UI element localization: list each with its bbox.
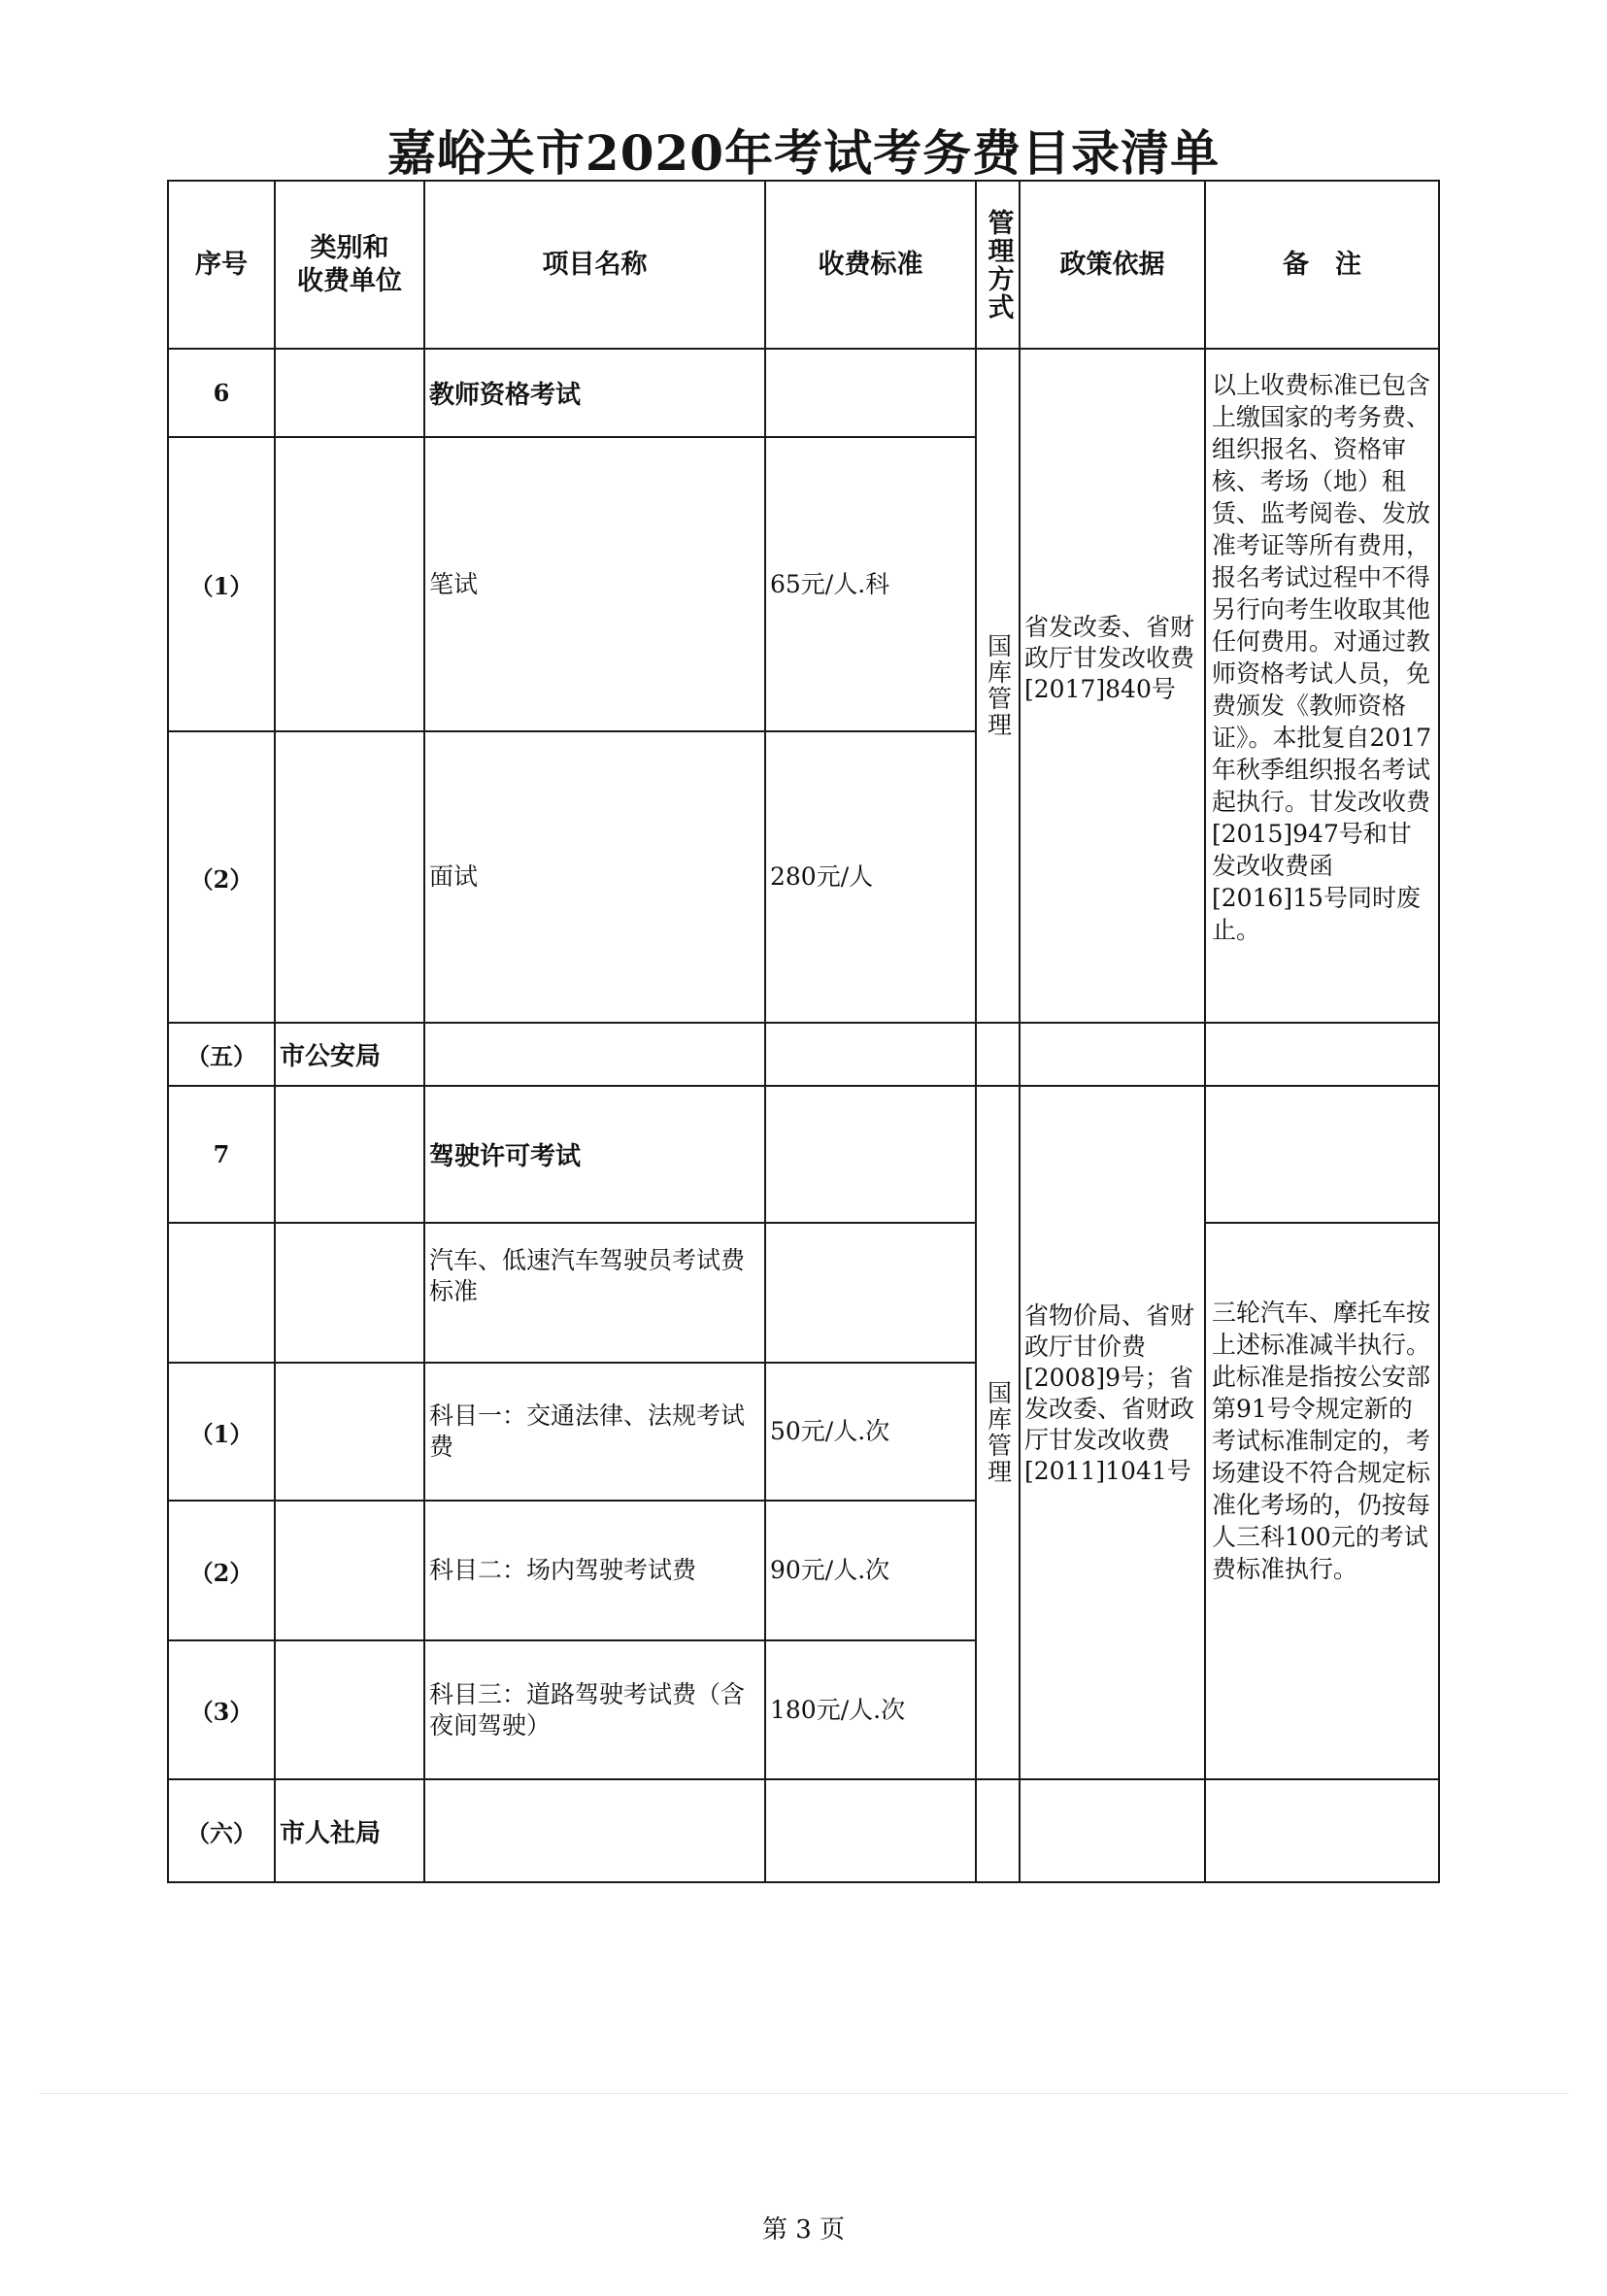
header-policy — [1019, 180, 1206, 350]
header-seq — [167, 180, 276, 350]
category-cell — [274, 348, 425, 438]
category-cell — [274, 1362, 425, 1502]
standard-cell — [764, 1085, 977, 1224]
standard-cell-text: 50元/人.次 — [770, 1417, 890, 1445]
header-category — [274, 180, 425, 350]
item-cell-text: 科目三：道路驾驶考试费（含夜间驾驶） — [429, 1679, 746, 1739]
remark-cell — [1204, 1778, 1440, 1883]
policy-cell — [1019, 1085, 1206, 1780]
remark-cell — [1204, 1222, 1440, 1780]
header-management-text: 管理方式 — [983, 208, 1014, 321]
header-category-text: 类别和 收费单位 — [297, 232, 402, 296]
seq-cell — [167, 1085, 276, 1224]
standard-cell — [764, 1639, 977, 1780]
header-fee-standard — [764, 180, 977, 350]
item-cell — [423, 436, 766, 732]
seq-cell-text: （1） — [189, 572, 253, 600]
document-title: 嘉峪关市2020年考试考务费目录清单 — [386, 124, 1221, 182]
seq-cell — [167, 1222, 276, 1364]
item-cell-text: 科目二：场内驾驶考试费 — [429, 1556, 697, 1584]
header-management — [975, 180, 1021, 350]
item-cell — [423, 1362, 766, 1502]
item-cell — [423, 1022, 766, 1087]
item-cell — [423, 1500, 766, 1641]
remark-cell — [1204, 1022, 1440, 1087]
seq-cell-text: （六） — [186, 1818, 256, 1847]
management-cell-text: 国库管理 — [984, 1380, 1013, 1485]
policy-cell — [1019, 348, 1206, 1024]
header-remark — [1204, 180, 1440, 350]
item-cell — [423, 348, 766, 438]
seq-cell — [167, 1639, 276, 1780]
item-cell-text: 驾驶许可考试 — [429, 1142, 582, 1171]
remark-cell-text: 以上收费标准已包含上缴国家的考务费、组织报名、资格审核、考场（地）租赁、监考阅卷、发放准考证等所有费用，报名考试过程中不得另行向考生收取其他任何费用。对通过教师资格考试人员，免费颁发《教师资格证》。本批复自2017年秋季组织报名考试起执行。甘发改收费[2015]947号和甘发改收费函[2016]15号同时废止。 — [1212, 371, 1432, 944]
management-cell — [975, 348, 1021, 1024]
remark-cell — [1204, 1085, 1440, 1224]
remark-cell — [1204, 348, 1440, 1024]
standard-cell — [764, 730, 977, 1024]
seq-cell — [167, 1022, 276, 1087]
management-cell-text: 国库管理 — [984, 633, 1013, 738]
seq-cell — [167, 730, 276, 1024]
seq-cell-text: （2） — [189, 864, 253, 894]
seq-cell-text: （2） — [189, 1558, 253, 1587]
category-cell — [274, 1222, 425, 1364]
item-cell-text: 教师资格考试 — [429, 381, 582, 410]
policy-cell — [1019, 1022, 1206, 1087]
header-item-name — [423, 180, 766, 350]
management-cell — [975, 1085, 1021, 1780]
header-item-name-text: 项目名称 — [542, 249, 648, 280]
remark-cell-text: 三轮汽车、摩托车按上述标准减半执行。此标准是指按公安部第91号令规定新的考试标准制定的，考场建设不符合规定标准化考场的，仍按每人三科100元的考试费标准执行。 — [1212, 1299, 1431, 1583]
header-policy-text: 政策依据 — [1059, 249, 1165, 280]
category-cell — [274, 1022, 425, 1087]
policy-cell-text: 省物价局、省财政厅甘价费[2008]9号；省发改委、省财政厅甘发改收费[2011]1041号 — [1024, 1301, 1195, 1485]
category-cell — [274, 1085, 425, 1224]
seq-cell — [167, 1362, 276, 1502]
item-cell — [423, 1085, 766, 1224]
category-cell-text: 市公安局 — [280, 1042, 382, 1071]
standard-cell — [764, 348, 977, 438]
item-cell-text: 科目一：交通法律、法规考试费 — [429, 1401, 746, 1461]
scan-artifact-line — [39, 2093, 1568, 2094]
seq-cell-text: （五） — [186, 1042, 256, 1070]
standard-cell — [764, 436, 977, 732]
seq-cell-text: （3） — [189, 1698, 253, 1726]
standard-cell-text: 180元/人.次 — [770, 1695, 906, 1724]
policy-cell — [1019, 1778, 1206, 1883]
category-cell — [274, 1778, 425, 1883]
item-cell-text: 笔试 — [429, 569, 479, 598]
item-cell-text: 汽车、低速汽车驾驶员考试费标准 — [429, 1246, 746, 1305]
category-cell-text: 市人社局 — [280, 1818, 382, 1848]
item-cell-text: 面试 — [429, 862, 479, 891]
standard-cell-text: 65元/人.科 — [770, 569, 890, 598]
seq-cell-text: 7 — [213, 1140, 230, 1168]
item-cell — [423, 730, 766, 1024]
seq-cell — [167, 1778, 276, 1883]
standard-cell — [764, 1022, 977, 1087]
standard-cell-text: 280元/人 — [770, 862, 874, 891]
header-seq-text: 序号 — [195, 249, 248, 280]
seq-cell — [167, 1500, 276, 1641]
management-cell — [975, 1022, 1021, 1087]
seq-cell — [167, 348, 276, 438]
category-cell — [274, 436, 425, 732]
standard-cell — [764, 1500, 977, 1641]
standard-cell — [764, 1778, 977, 1883]
category-cell — [274, 1500, 425, 1641]
item-cell — [423, 1222, 766, 1364]
item-cell — [423, 1639, 766, 1780]
header-remark-text: 备 注 — [1283, 249, 1361, 280]
management-cell — [975, 1778, 1021, 1883]
page-number: 第 3 页 — [761, 2215, 846, 2245]
standard-cell-text: 90元/人.次 — [770, 1556, 890, 1584]
seq-cell — [167, 436, 276, 732]
policy-cell-text: 省发改委、省财政厅甘发改收费[2017]840号 — [1024, 613, 1195, 703]
category-cell — [274, 1639, 425, 1780]
category-cell — [274, 730, 425, 1024]
standard-cell — [764, 1362, 977, 1502]
seq-cell-text: 6 — [213, 379, 230, 407]
item-cell — [423, 1778, 766, 1883]
standard-cell — [764, 1222, 977, 1364]
seq-cell-text: （1） — [189, 1419, 253, 1448]
header-fee-standard-text: 收费标准 — [818, 249, 923, 280]
